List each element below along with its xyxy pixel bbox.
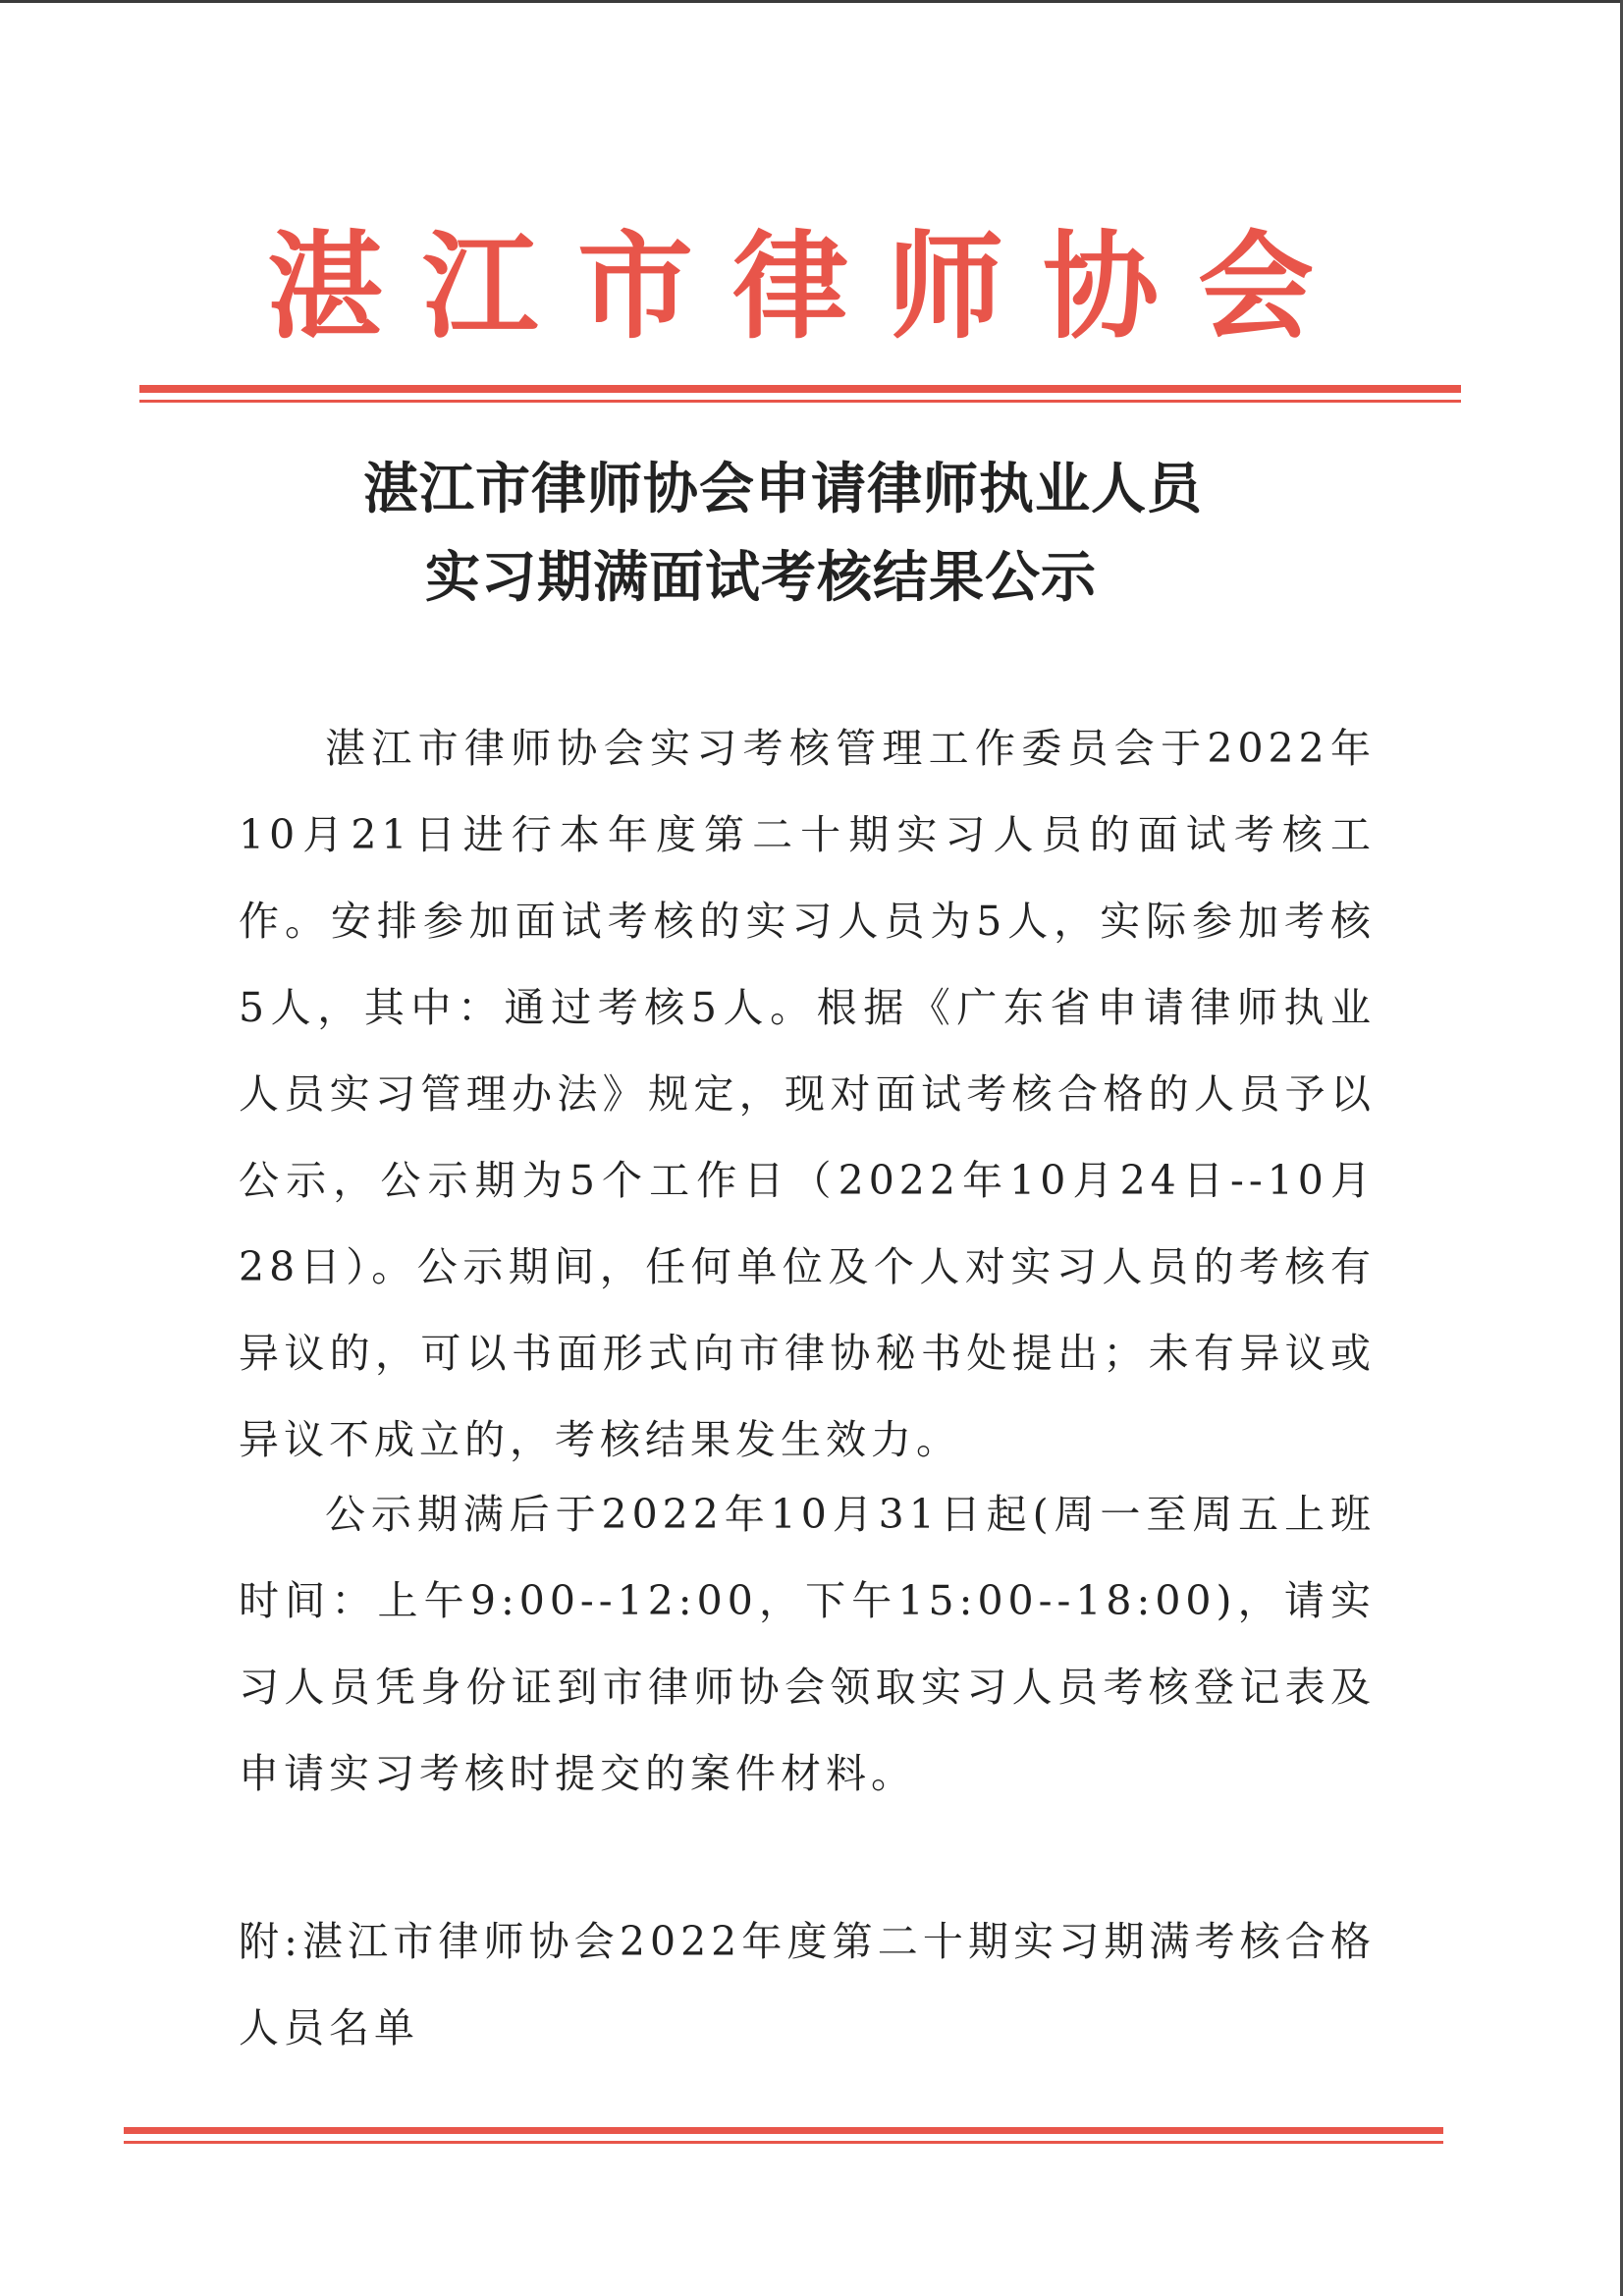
footer-rule-thick [124, 2127, 1443, 2134]
document-title-line1: 湛江市律师协会申请律师执业人员 [363, 458, 1203, 521]
letterhead-org-name: 湛江市律师协会 [266, 218, 1353, 355]
body-paragraph-2: 公示期满后于2022年10月31日起(周一至周五上班时间：上午9:00--12:00，下午15:00--18:00)，请实习人员凭身份证到市律师协会领取实习人员考核登记表及申请实习考核时提交的案件材料。 [239, 1491, 1376, 1797]
scan-edge-top [0, 0, 1623, 3]
attachment-note: 附:湛江市律师协会2022年度第二十期实习期满考核合格人员名单 [239, 1918, 1376, 2051]
document-title-line2: 实习期满面试考核结果公示 [425, 546, 1097, 610]
letterhead-rule-thick [139, 385, 1461, 393]
letterhead-rule-thin [139, 400, 1461, 403]
footer-rule-thin [124, 2141, 1443, 2144]
body-paragraph-1: 湛江市律师协会实习考核管理工作委员会于2022年10月21日进行本年度第二十期实习人员的面试考核工作。安排参加面试考核的实习人员为5人，实际参加考核5人，其中：通过考核5人。根据《广东省申请律师执业人员实习管理办法》规定，现对面试考核合格的人员予以公示，公示期为5个工作日（2022年10月24日--10月28日）。公示期间，任何单位及个人对实习人员的考核有异议的，可以书面形式向市律协秘书处提出；未有异议或异议不成立的，考核结果发生效力。 [239, 725, 1376, 1463]
document-title [147, 446, 1473, 623]
